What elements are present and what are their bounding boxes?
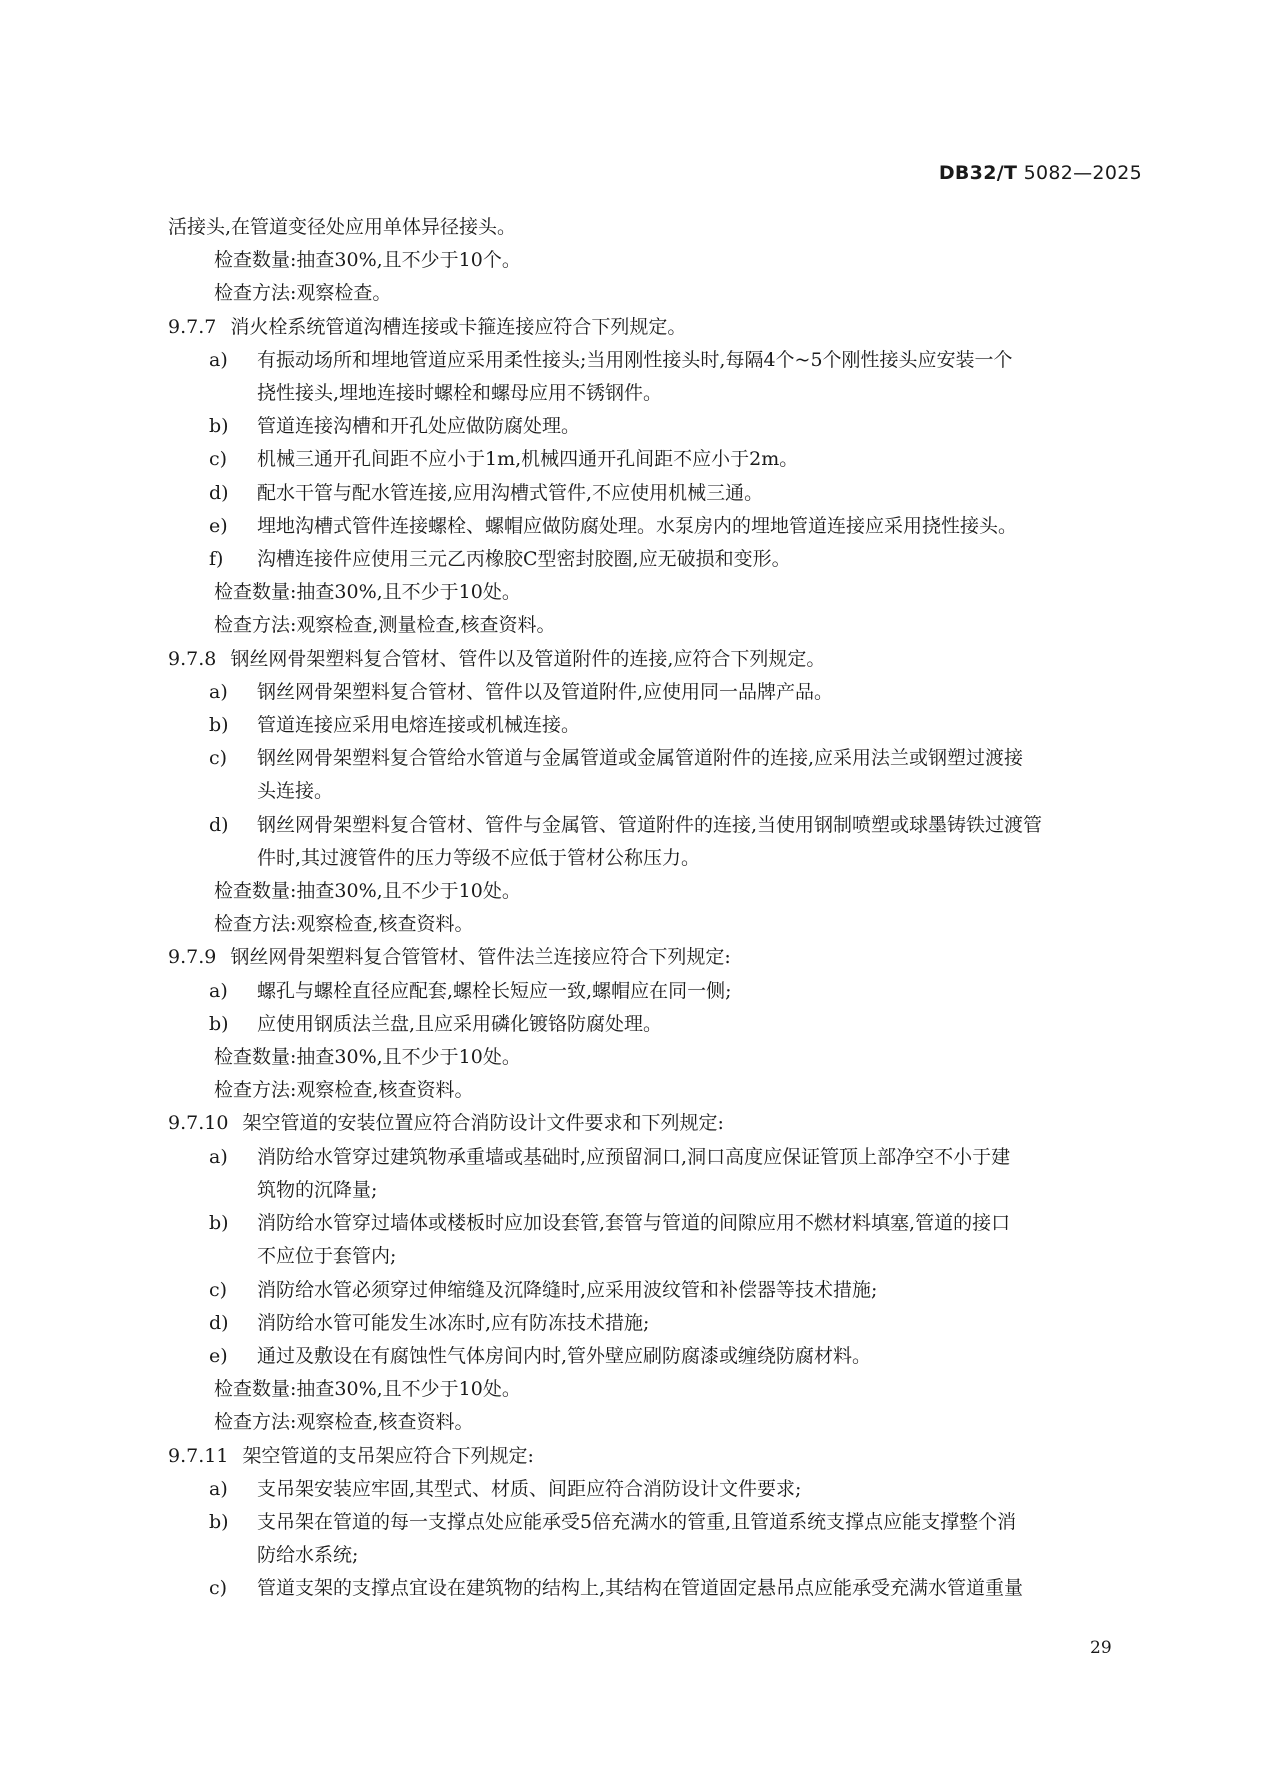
clause-text: 架空管道的安装位置应符合消防设计文件要求和下列规定:: [242, 1112, 724, 1135]
list-item-text: 应使用钢质法兰盘,且应采用磷化镀铬防腐处理。: [257, 1012, 663, 1035]
clause-text: 消火栓系统管道沟槽连接或卡箍连接应符合下列规定。: [230, 315, 687, 338]
clause: [168, 941, 1143, 974]
list-item-text: 支吊架在管道的每一支撑点处应能承受5倍充满水的管重,且管道系统支撑点应能支撑整个消: [257, 1510, 1017, 1533]
check-line: 检查数量:抽查30%,且不少于10处。: [214, 1378, 521, 1401]
list-item: [168, 1307, 1143, 1340]
list-item: [168, 1473, 1143, 1506]
list-item-label: b): [209, 1212, 229, 1235]
list-item-text: 挠性接头,埋地连接时螺栓和螺母应用不锈钢件。: [257, 382, 663, 405]
list-item: [168, 543, 1143, 576]
list-item: [168, 1141, 1143, 1207]
check-line: 检查方法:观察检查,核查资料。: [214, 1411, 474, 1434]
list-item: [168, 1572, 1143, 1605]
list-item: [168, 1008, 1143, 1041]
clause: [168, 1440, 1143, 1473]
list-item: [168, 709, 1143, 742]
clause: [168, 1107, 1143, 1140]
page-number: 29: [1090, 1638, 1112, 1658]
list-item: [168, 975, 1143, 1008]
check-line: 检查数量:抽查30%,且不少于10处。: [214, 1046, 521, 1069]
document-body: [168, 211, 1143, 1606]
list-item: [168, 477, 1143, 510]
list-item-label: e): [209, 514, 228, 537]
list-item: [168, 344, 1143, 410]
list-item-text: 管道支架的支撑点宜设在建筑物的结构上,其结构在管道固定悬吊点应能承受充满水管道重量: [257, 1577, 1024, 1600]
clause-text: 钢丝网骨架塑料复合管材、管件以及管道附件的连接,应符合下列规定。: [230, 647, 826, 670]
list-item: [168, 1506, 1143, 1572]
list-item-label: d): [209, 1311, 229, 1334]
list-item-label: f): [209, 548, 224, 571]
clause-number: 9.7.11: [168, 1444, 229, 1467]
list-item-label: b): [209, 1510, 229, 1533]
list-item: [168, 1340, 1143, 1373]
list-item-label: d): [209, 813, 229, 836]
check-line: 检查方法:观察检查,核查资料。: [214, 913, 474, 936]
check-line: 检查数量:抽查30%,且不少于10处。: [214, 581, 521, 604]
clause-number: 9.7.10: [168, 1112, 229, 1135]
list-item-text: 支吊架安装应牢固,其型式、材质、间距应符合消防设计文件要求;: [257, 1477, 802, 1500]
list-item-label: a): [209, 979, 228, 1002]
list-item-text: 螺孔与螺栓直径应配套,螺栓长短应一致,螺帽应在同一侧;: [257, 979, 732, 1002]
clause-number: 9.7.8: [168, 647, 217, 670]
clause-text: 架空管道的支吊架应符合下列规定:: [242, 1444, 534, 1467]
list-item-label: a): [209, 1145, 228, 1168]
list-item: [168, 1274, 1143, 1307]
list-item-text: 件时,其过渡管件的压力等级不应低于管材公称压力。: [257, 846, 701, 869]
clause: [168, 311, 1143, 344]
list-item-text: 管道连接沟槽和开孔处应做防腐处理。: [257, 415, 581, 438]
list-item: [168, 809, 1143, 875]
clause-number: 9.7.7: [168, 315, 217, 338]
list-item-label: e): [209, 1344, 228, 1367]
paragraph-line: 活接头,在管道变径处应用单体异径接头。: [168, 216, 517, 238]
list-item-text: 钢丝网骨架塑料复合管给水管道与金属管道或金属管道附件的连接,应采用法兰或钢塑过渡接: [257, 747, 1024, 770]
list-item-label: b): [209, 415, 229, 438]
check-line: 检查数量:抽查30%,且不少于10处。: [214, 880, 521, 903]
list-item: [168, 410, 1143, 443]
list-item-text: 头连接。: [257, 780, 334, 803]
list-item-label: c): [209, 747, 228, 770]
list-item-label: d): [209, 481, 229, 504]
clause-text: 钢丝网骨架塑料复合管管材、管件法兰连接应符合下列规定:: [230, 946, 731, 969]
list-item-text: 筑物的沉降量;: [257, 1178, 378, 1201]
list-item-label: c): [209, 448, 228, 471]
list-item-text: 消防给水管可能发生冰冻时,应有防冻技术措施;: [257, 1311, 650, 1334]
check-line: 检查方法:观察检查,测量检查,核查资料。: [214, 614, 556, 637]
list-item-text: 防给水系统;: [257, 1544, 359, 1567]
list-item-label: a): [209, 680, 228, 703]
list-item-text: 通过及敷设在有腐蚀性气体房间内时,管外壁应刷防腐漆或缠绕防腐材料。: [257, 1344, 872, 1367]
list-item-text: 钢丝网骨架塑料复合管材、管件与金属管、管道附件的连接,当使用钢制喷塑或球墨铸铁过渡管: [257, 813, 1043, 836]
list-item-text: 配水干管与配水管连接,应用沟槽式管件,不应使用机械三通。: [257, 481, 764, 504]
list-item-text: 不应位于套管内;: [257, 1245, 397, 1268]
list-item-label: a): [209, 1477, 228, 1500]
list-item-label: c): [209, 1577, 228, 1600]
clause-number: 9.7.9: [168, 946, 217, 969]
list-item-text: 机械三通开孔间距不应小于1m,机械四通开孔间距不应小于2m。: [257, 448, 799, 471]
check-line: 检查方法:观察检查。: [214, 282, 392, 305]
check-line: 检查方法:观察检查,核查资料。: [214, 1079, 474, 1102]
list-item-text: 管道连接应采用电熔连接或机械连接。: [257, 714, 581, 737]
list-item: [168, 676, 1143, 709]
list-item-text: 消防给水管必须穿过伸缩缝及沉降缝时,应采用波纹管和补偿器等技术措施;: [257, 1278, 878, 1301]
list-item-text: 消防给水管穿过墙体或楼板时应加设套管,套管与管道的间隙应用不燃材料填塞,管道的接口: [257, 1212, 1011, 1235]
list-item-text: 有振动场所和埋地管道应采用柔性接头;当用刚性接头时,每隔4个~5个刚性接头应安装一个: [257, 348, 1013, 371]
list-item-text: 钢丝网骨架塑料复合管材、管件以及管道附件,应使用同一品牌产品。: [257, 680, 834, 703]
standard-code: DB32/T: [938, 162, 1018, 184]
standard-header: [939, 162, 1142, 184]
list-item-text: 沟槽连接件应使用三元乙丙橡胶C型密封胶圈,应无破损和变形。: [257, 548, 791, 571]
list-item-text: 埋地沟槽式管件连接螺栓、螺帽应做防腐处理。水泵房内的埋地管道连接应采用挠性接头。: [257, 514, 1018, 537]
list-item: [168, 742, 1143, 808]
standard-number: 5082—2025: [1023, 162, 1142, 184]
list-item-label: b): [209, 714, 229, 737]
list-item-label: a): [209, 348, 228, 371]
list-item-label: b): [209, 1012, 229, 1035]
list-item: [168, 510, 1143, 543]
list-item: [168, 1207, 1143, 1273]
check-line: 检查数量:抽查30%,且不少于10个。: [214, 249, 521, 272]
list-item-text: 消防给水管穿过建筑物承重墙或基础时,应预留洞口,洞口高度应保证管顶上部净空不小于建: [257, 1145, 1011, 1168]
list-item: [168, 443, 1143, 476]
list-item-label: c): [209, 1278, 228, 1301]
clause: [168, 643, 1143, 676]
